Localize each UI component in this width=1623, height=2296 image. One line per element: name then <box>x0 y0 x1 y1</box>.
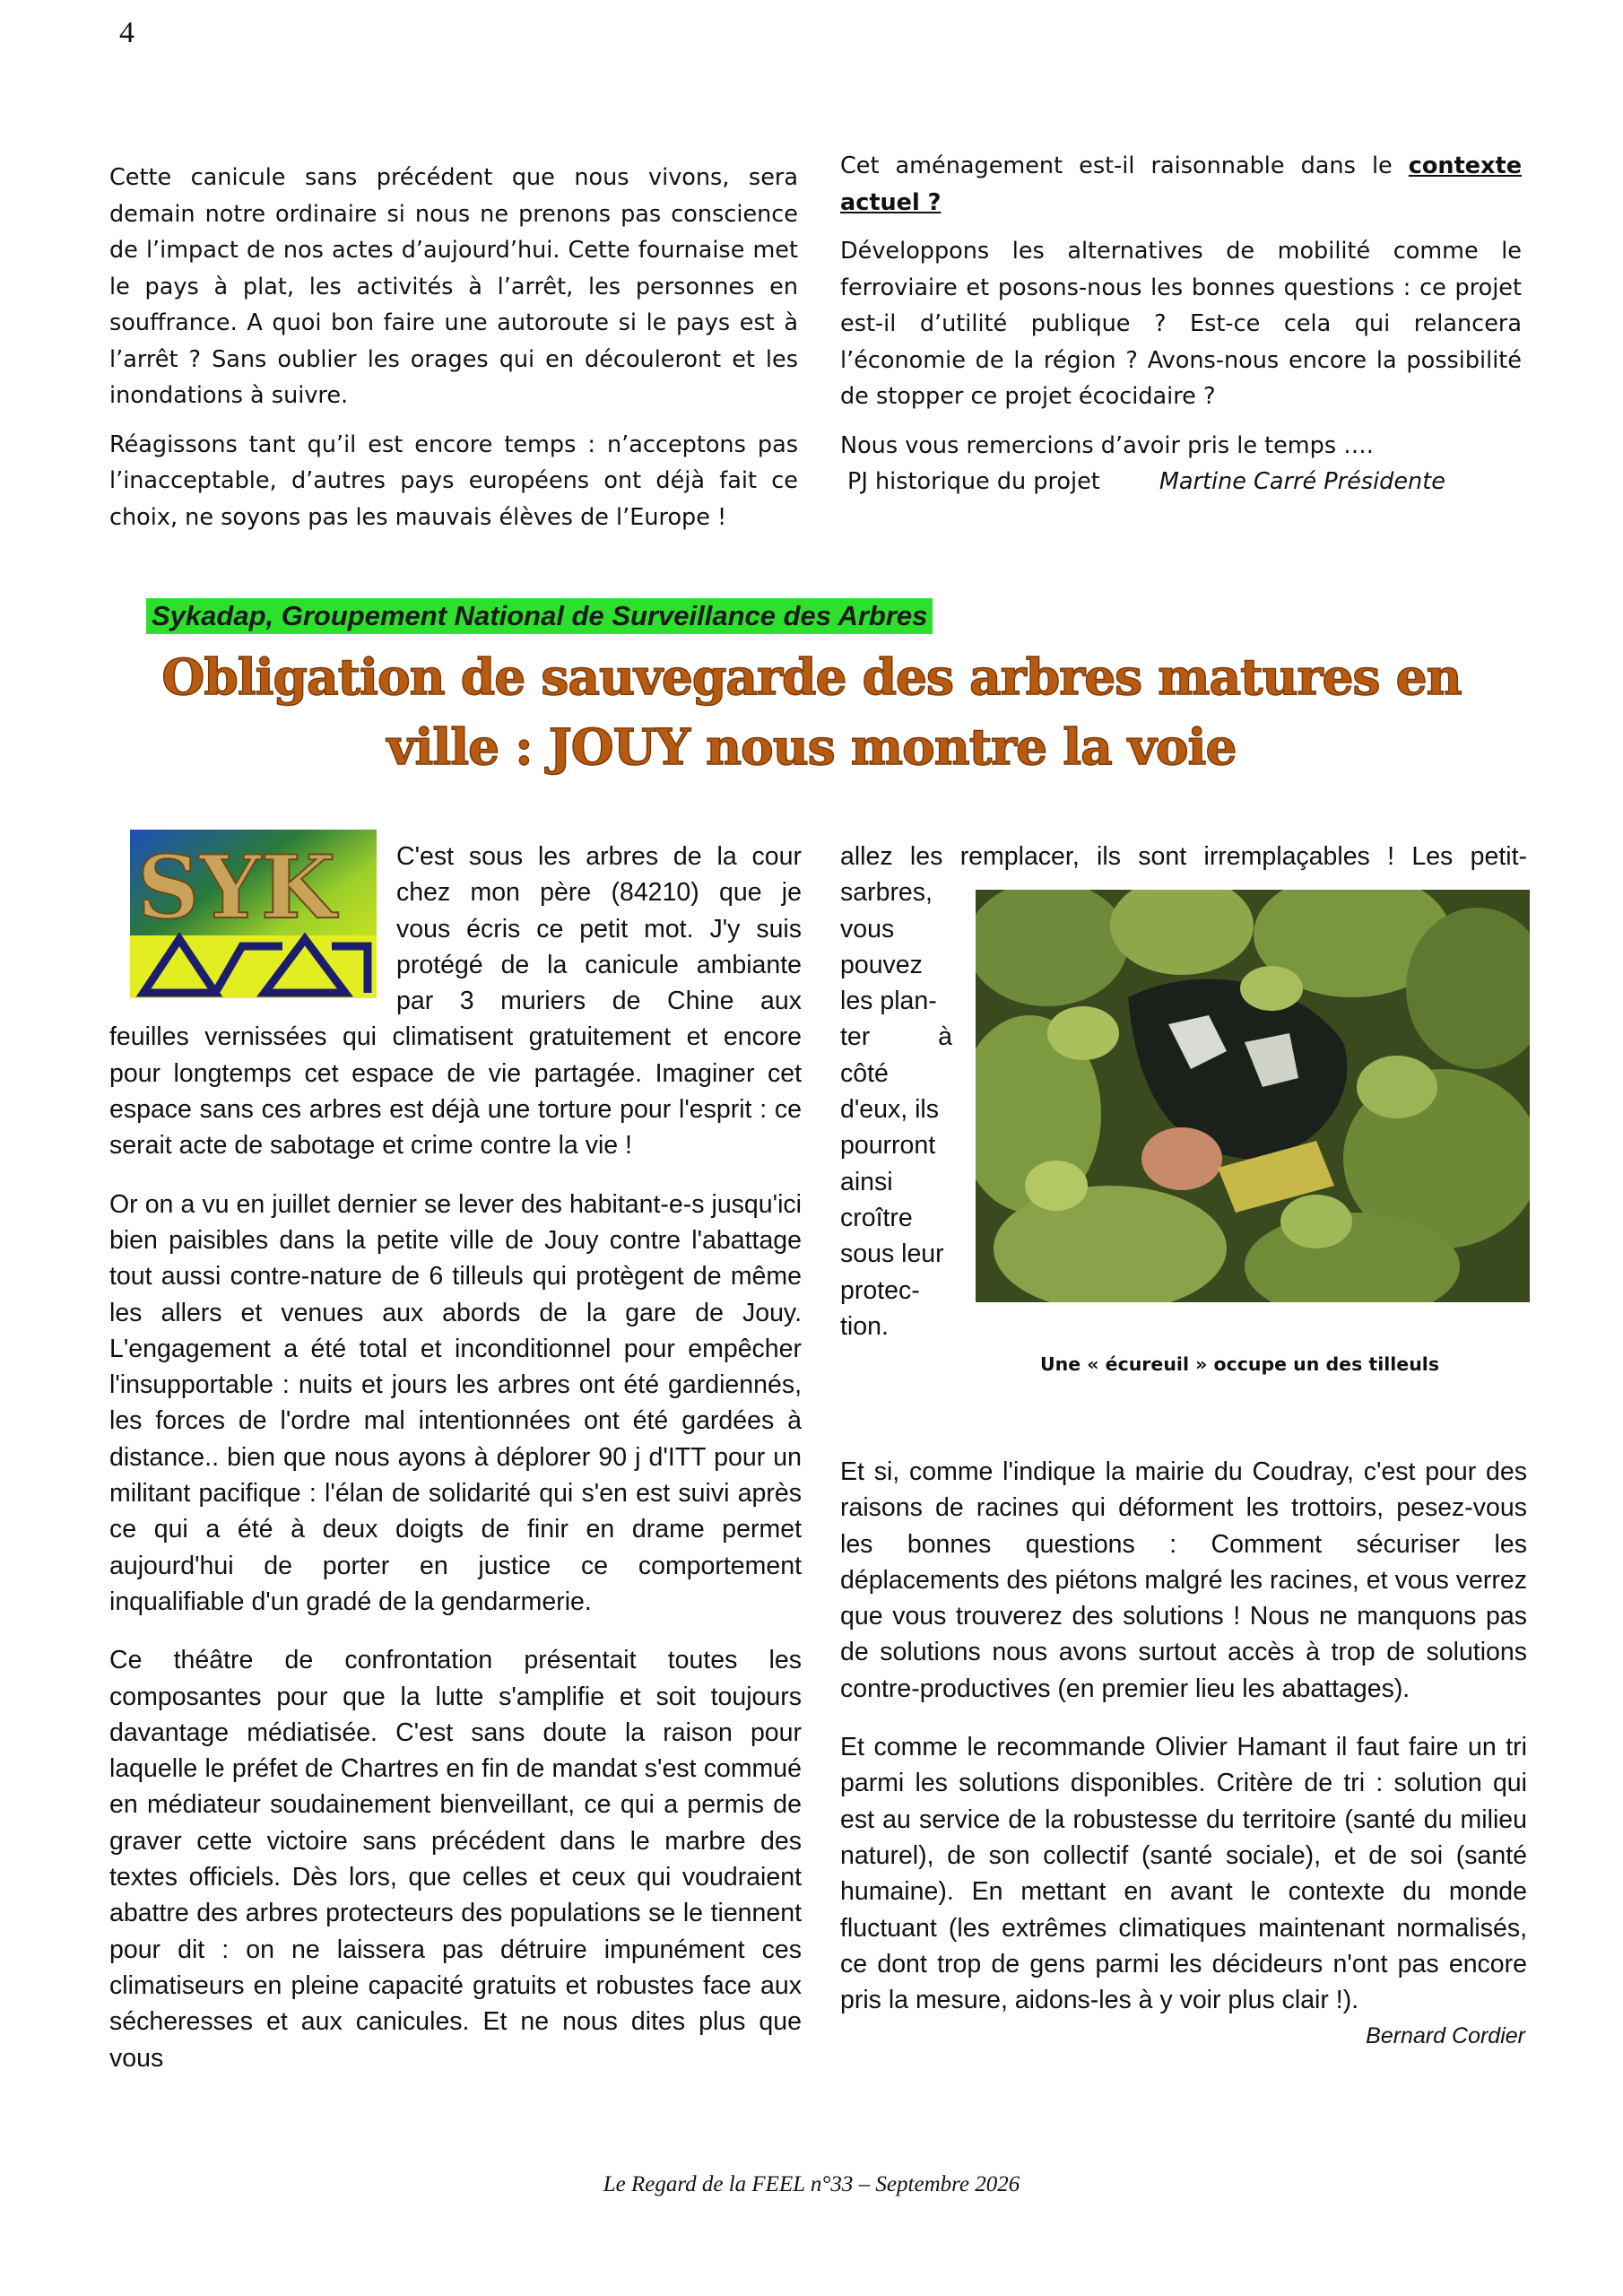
page-number: 4 <box>119 16 135 49</box>
signature-line <box>840 464 1522 500</box>
wrap-line: tion. <box>840 1311 889 1341</box>
title-line: ville : JOUY nous montre la voie <box>386 718 1237 776</box>
wrap-line: vous écris ce petit mot. J'y suis <box>396 914 802 944</box>
paragraph-line: allez les remplacer, ils sont irremplaçables ! Les petit- <box>840 842 1527 871</box>
wrap-line: vous <box>840 914 895 944</box>
article-left-column <box>109 839 802 2076</box>
wrap-line: ainsi <box>840 1167 893 1196</box>
logo-letters: SYK <box>137 837 336 938</box>
thanks-line: Nous vous remercions d’avoir pris le temps …. <box>840 431 1374 459</box>
paragraph: Cette canicule sans précédent que nous vivons, sera demain notre ordinaire si nous ne prenons pas conscience de l’impact de nos actes d’aujourd’hui. Cette fournaise met le pays à plat, les activités à l’arrêt, les personnes en souffrance. A quoi bon faire une autoroute si le pays est à l’arrêt ? Sans oublier les orages qui en découleront et les inondations à suivre. <box>109 164 798 409</box>
wrap-line: les plan- <box>840 987 937 1016</box>
wrap-line: par 3 muriers de Chine aux <box>396 987 802 1016</box>
wrap-line: chez mon père (84210) que je <box>396 878 802 908</box>
article-title <box>90 642 1533 782</box>
wrap-line: protégé de la canicule ambiante <box>396 950 802 979</box>
paragraph: Et comme le recommande Olivier Hamant il faut faire un tri parmi les solutions disponibles. Critère de tri : solution qui est au service de la robustesse du territoire (santé du milieu naturel), de son collectif (santé sociale), et de soi (santé humaine). En mettant en avant le contexte du monde fluctuant (les extrêmes climatiques maintenant normalisés, ce dont trop de gens parmi les décideurs n'ont pas encore pris la mesure, aidons-les à y voir plus clair !). <box>840 1733 1527 2015</box>
question <box>840 148 1522 221</box>
article-right-lower <box>840 1454 1527 2055</box>
title-line: Obligation de sauvegarde des arbres matures en <box>161 648 1462 706</box>
wrapped-text <box>840 874 952 1344</box>
top-left-column <box>109 160 798 535</box>
wrap-line: sous leur <box>840 1239 944 1269</box>
top-right-column <box>840 148 1522 500</box>
paragraph: feuilles vernissées qui climatisent gratuitement et encore pour longtemps cet espace de vie partagée. Imaginer cet espace sans ces arbres est déjà une torture pour l'esprit : ce serait acte de sabotage et crime contre la vie ! <box>109 1022 802 1161</box>
page-footer: Le Regard de la FEEL n°33 – Septembre 2026 <box>603 2172 1020 2196</box>
wrapped-intro <box>396 839 802 1019</box>
paragraph: Or on a vu en juillet dernier se lever des habitant-e-s jusqu'ici bien paisibles dans la petite ville de Jouy contre l'abattage tout aussi contre-nature de 6 tilleuls qui protègent de même les allers et venues aux abords de la gare de Jouy. L'engagement a été total et inconditionnel pour empêcher l'insupportable : nuits et jours les arbres ont été gardiennés, les forces de l'ordre mal intentionnées ont été gardées à distance.. bien que nous ayons à déplorer 90 j d'ITT pour un militant pacifique : l'élan de solidarité qui s'en est suivi après ce qui a été à deux doigts de finir en drame permet aujourd'hui de porter en justice ce comportement inqualifiable d'un gradé de la gendarmerie. <box>109 1189 802 1616</box>
wrap-line: C'est sous les arbres de la cour <box>396 842 802 871</box>
wrap-line: pourront <box>840 1131 936 1161</box>
question-text: Cet aménagement est-il raisonnable dans le <box>840 152 1409 179</box>
paragraph: Et si, comme l'indique la mairie du Coudray, c'est pour des raisons de racines qui déforment les trottoirs, pesez-vous les bonnes questions : Comment sécuriser les déplacements des piétons malgré les racines, et vous verrez que vous trouverez des solutions ! Nous ne manquons pas de solutions nous avons surtout accès à trop de solutions contre-productives (en premier lieu les abattages). <box>840 1457 1527 1703</box>
wrap-line: d'eux, ils <box>840 1095 939 1125</box>
signature: Martine Carré Présidente <box>1159 468 1445 495</box>
photo-caption: Une « écureuil » occupe un des tilleuls <box>1040 1353 1440 1375</box>
photo-image <box>976 890 1530 1302</box>
article-kicker: Sykadap, Groupement National de Surveillance des Arbres <box>146 598 933 634</box>
wrap-line: côté <box>840 1058 889 1088</box>
wrap-line: croître <box>840 1203 913 1232</box>
question-emphasis: contexte actuel ? <box>840 152 1522 216</box>
wrap-line: pouvez <box>840 950 923 979</box>
paragraph: Ce théâtre de confrontation présentait toutes les composantes pour que la lutte s'amplifie et soit toujours davantage médiatisée. C'est sans doute la raison pour laquelle le préfet de Chartres en fin de mandat s'est commué en médiateur soudainement bienveillant, ce qui a permis de graver cette victoire sans précédent dans le marbre des textes officiels. Dès lors, que celles et ceux qui voudraient abattre des arbres protecteurs des populations se le tiennent pour dit : on ne laissera pas détruire impunément ces climatiseurs en pleine capacité gratuits et robustes face aux sécheresses et aux canicules. Et ne nous dites plus que vous <box>109 1646 802 2073</box>
wrap-line: sarbres, <box>840 878 933 908</box>
author: Bernard Cordier <box>1366 2023 1525 2049</box>
attachment-note: PJ historique du projet <box>847 468 1100 495</box>
wrap-line: protec- <box>840 1275 920 1305</box>
paragraph: Réagissons tant qu’il est encore temps : n’acceptons pas l’inacceptable, d’autres pays européens ont déjà fait ce choix, ne soyons pas les mauvais élèves de l’Europe ! <box>109 430 798 531</box>
paragraph: Développons les alternatives de mobilité comme le ferroviaire et posons-nous les bonnes questions : ce projet est-il d’utilité publique ? Est-ce cela qui relancera l’économie de la région ? Avons-nous encore la possibilité de stopper ce projet écocidaire ? <box>840 238 1522 410</box>
tree-photo <box>976 890 1530 1302</box>
wrap-line: ter à <box>840 1022 952 1052</box>
